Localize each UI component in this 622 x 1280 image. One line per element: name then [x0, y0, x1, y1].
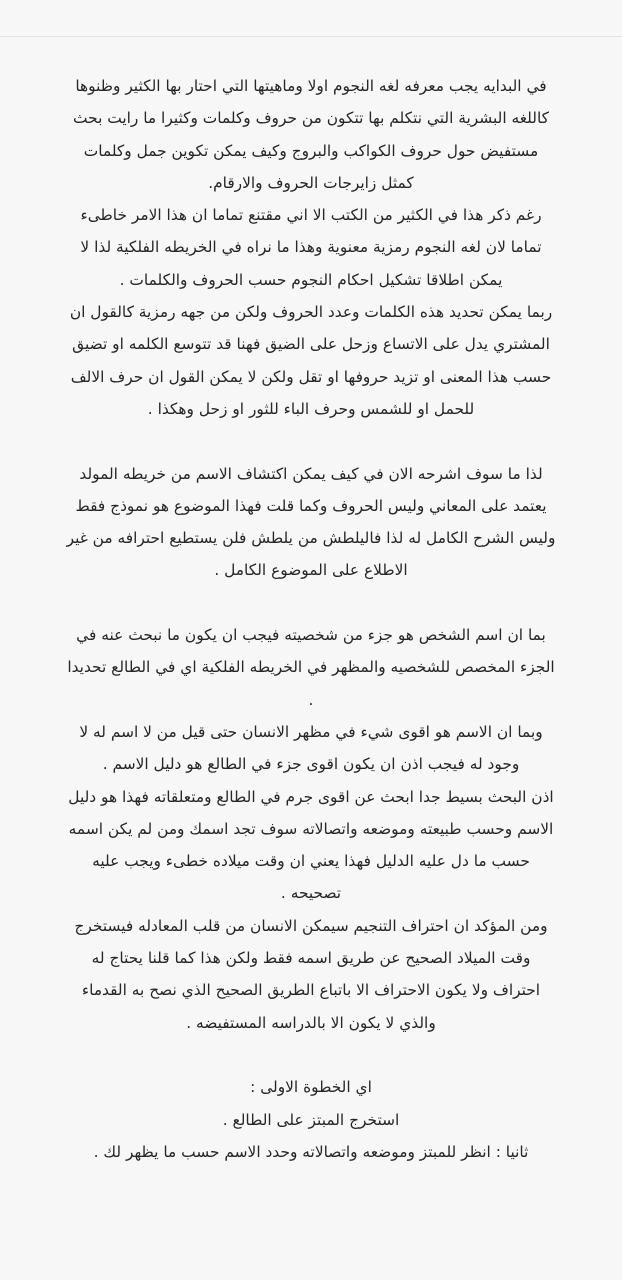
text-line: لذا ما سوف اشرحه الان في كيف يمكن اكتشاف الاسم من خريطه المولد [79, 464, 543, 483]
text-line: وليس الشرح الكامل له لذا فاليلطش من يلطش فلن يستطيع احترافه من غير [66, 529, 556, 548]
text-line: الجزء المخصص للشخصيه والمظهر في الخريطه الفلكية اي في الطالع تحديدا [67, 658, 555, 677]
text-line: وجود له فيجب اذن ان يكون اقوى جزء في الطالع هو دليل الاسم . [102, 755, 520, 774]
text-line: استخرج المبتز على الطالع . [222, 1110, 400, 1129]
text-line: للحمل او للشمس وحرف الباء للثور او زحل وهكذا . [147, 399, 475, 418]
text-line: كاللغه البشرية التي نتكلم بها تتكون من حروف وكلمات وكثيرا ما رايت بحث [73, 109, 549, 128]
text-line: والذي لا يكون الا بالدراسه المستفيضه . [186, 1013, 436, 1032]
text-line: وقت الميلاد الصحيح عن طريق اسمه فقط ولكن هذا كما قلنا يحتاج له [91, 949, 531, 968]
paragraph-method [20, 458, 602, 587]
text-line: كمثل زايرجات الحروف والارقام. [208, 173, 414, 192]
text-line: وبما ان الاسم هو اقوى شيء في مظهر الانسان حتى قيل من لا اسم له لا [79, 722, 543, 741]
text-line: يمكن اطلاقا تشكيل احكام النجوم حسب الحروف والكلمات . [119, 270, 503, 289]
text-line: اذن البحث بسيط جدا ابحث عن اقوى جرم في الطالع ومتعلقاته فهذا هو دليل [68, 787, 554, 806]
text-line: في البدايه يجب معرفه لغه النجوم اولا وماهيتها التي احتار بها الكثير وظنوها [75, 77, 547, 95]
text-line: اي الخطوة الاولى : [250, 1078, 372, 1097]
text-line: يعتمد على المعاني وليس الحروف وكما قلت فهذا الموضوع هو نموذج فقط [75, 496, 547, 515]
text-line: المشتري يدل على الاتساع وزحل على الضيق فهنا قد تتوسع الكلمه او تضيق [72, 335, 550, 354]
text-line: الاسم وحسب طبيعته وموضعه واتصالاته سوف تجد اسمك ومن لم يكن اسمه [68, 819, 554, 838]
top-bar [0, 0, 622, 37]
paragraph-gap [20, 1039, 602, 1071]
text-line: . [308, 690, 314, 709]
text-line: حسب هذا المعنى او تزيد حروفها او تقل ولكن لا يمكن القول ان حرف الالف [70, 367, 552, 386]
article-body [0, 70, 622, 1168]
paragraph-name-personality [20, 619, 602, 1039]
paragraph-steps [20, 1071, 602, 1168]
text-line: تصحيحه . [280, 884, 342, 903]
text-line: ومن المؤكد ان احتراف التنجيم سيمكن الانسان من قلب المعادله فيستخرج [74, 916, 548, 935]
text-line: رغم ذكر هذا في الكثير من الكتب الا اني مقتنع تماما ان هذا الامر خاطىء [80, 206, 542, 225]
paragraph-gap [20, 587, 602, 619]
text-line: ثانيا : انظر للمبتز وموضعه واتصالاته وحدد الاسم حسب ما يظهر لك . [93, 1142, 529, 1161]
text-line: مستفيض حول حروف الكواكب والبروج وكيف يمكن تكوين جمل وكلمات [83, 141, 539, 160]
text-line: حسب ما دل عليه الدليل فهذا يعني ان وقت ميلاده خطىء ويجب عليه [92, 852, 530, 871]
text-line: احتراف ولا يكون الاحتراف الا باتباع الطريق الصحيح الذي نصح به القدماء [81, 981, 541, 1000]
text-line: بما ان اسم الشخص هو جزء من شخصيته فيجب ان يكون ما نبحث عنه في [76, 626, 546, 645]
text-line: ربما يمكن تحديد هذه الكلمات وعدد الحروف ولكن من جهه رمزية كالقول ان [69, 303, 553, 322]
paragraph-intro [20, 70, 602, 425]
text-line: تماما لان لغه النجوم رمزية معنوية وهذا ما نراه في الخريطه الفلكية لذا لا [80, 238, 542, 257]
text-line: الاطلاع على الموضوع الكامل . [214, 561, 408, 580]
paragraph-gap [20, 425, 602, 457]
